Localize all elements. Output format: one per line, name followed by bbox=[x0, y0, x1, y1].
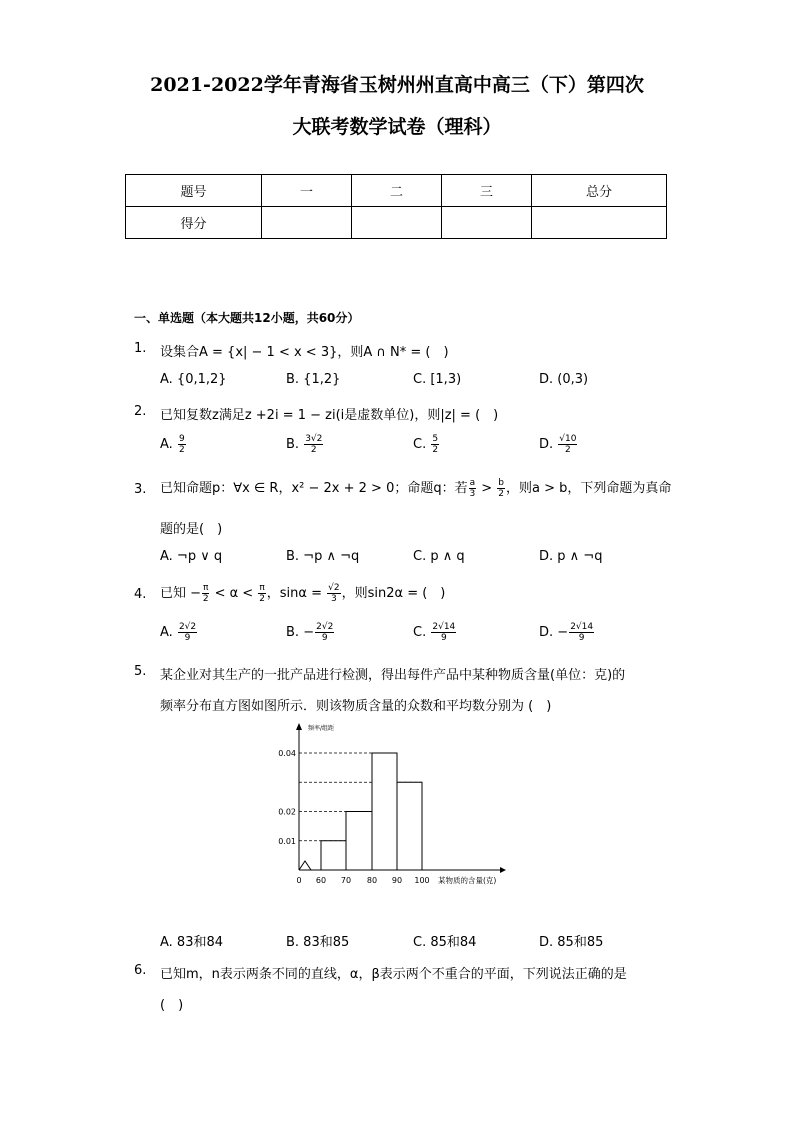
denominator: 2 bbox=[310, 445, 317, 455]
numerator: 3√2 bbox=[305, 434, 323, 444]
y-tick-label: 0.04 bbox=[278, 749, 296, 758]
y-tick-label: 0.02 bbox=[278, 807, 296, 817]
title-line-2: 大联考数学试卷（理科） bbox=[292, 116, 502, 138]
q1-option-a: A. {0,1,2} bbox=[160, 372, 227, 387]
option-fraction bbox=[178, 434, 186, 455]
question-5-text-cont: 频率分布直方图如图所示．则该物质含量的众数和平均数分别为 ( ) bbox=[160, 699, 552, 714]
option-fraction bbox=[315, 622, 334, 643]
score-cell bbox=[532, 207, 667, 239]
question-number: 2. bbox=[134, 404, 147, 419]
fraction-pi-2 bbox=[258, 583, 265, 604]
q3-text-a: 已知命题p：∀x ∈ R，x² − 2x + 2 > 0；命题q：若 bbox=[160, 481, 468, 496]
x-tick-label: 70 bbox=[340, 876, 352, 885]
denominator: 3 bbox=[330, 594, 337, 604]
numerator: π bbox=[259, 583, 265, 593]
histogram-bar-60-70 bbox=[321, 841, 346, 870]
histogram-bar-90-100 bbox=[397, 782, 422, 870]
gt-sign: > bbox=[477, 481, 497, 496]
option-letter: B. bbox=[286, 625, 300, 640]
histogram-bar-70-80 bbox=[346, 812, 372, 871]
q2-option-d bbox=[539, 434, 578, 455]
denominator: 9 bbox=[578, 633, 585, 643]
option-fraction bbox=[569, 622, 594, 643]
numerator: b bbox=[498, 478, 505, 488]
option-letter: D. bbox=[539, 625, 554, 640]
denominator: 2 bbox=[259, 594, 265, 604]
x-axis-label: 某物质的含量(克) bbox=[438, 876, 497, 885]
x-axis-arrow bbox=[500, 867, 506, 873]
score-header-4: 总分 bbox=[532, 175, 667, 207]
numerator: 2√14 bbox=[432, 622, 456, 632]
x-tick-label: 100 bbox=[414, 876, 430, 885]
numerator: 2√14 bbox=[570, 622, 594, 632]
x-tick-label: 80 bbox=[366, 876, 378, 885]
q4-option-a bbox=[160, 622, 198, 643]
q2-option-a bbox=[160, 434, 187, 455]
question-number: 6. bbox=[134, 963, 147, 978]
question-4-text bbox=[160, 582, 445, 604]
score-cell bbox=[352, 207, 442, 239]
fraction-sqrt2-3 bbox=[327, 583, 340, 604]
question-3-text-cont: 题的是( ) bbox=[160, 522, 223, 537]
q4-option-c bbox=[413, 622, 457, 643]
score-header-1: 一 bbox=[262, 175, 352, 207]
q5-option-b: B. 83和85 bbox=[286, 935, 350, 950]
question-6-text: 已知m，n表示两条不同的直线，α，β表示两个不重合的平面，下列说法正确的是 bbox=[160, 967, 627, 982]
q5-option-a: A. 83和84 bbox=[160, 935, 224, 950]
denominator: 9 bbox=[440, 633, 447, 643]
option-fraction bbox=[431, 434, 439, 455]
q5-option-d: D. 85和85 bbox=[539, 935, 604, 950]
q2-option-c bbox=[413, 434, 440, 455]
x-tick-label: 90 bbox=[391, 876, 403, 885]
denominator: 2 bbox=[202, 594, 209, 604]
q3-option-b: B. ¬p ∧ ¬q bbox=[286, 549, 360, 564]
q1-option-d: D. (0,3) bbox=[539, 372, 589, 387]
q1-option-b: B. {1,2} bbox=[286, 372, 341, 387]
x-tick-label: 60 bbox=[315, 876, 327, 885]
denominator: 2 bbox=[432, 445, 439, 455]
denominator: 3 bbox=[469, 489, 476, 499]
option-fraction bbox=[178, 622, 197, 643]
fraction-a-3 bbox=[469, 478, 477, 499]
q4-option-d bbox=[539, 622, 595, 643]
numerator: 2√2 bbox=[316, 622, 334, 632]
question-3-text bbox=[160, 477, 671, 499]
option-fraction bbox=[304, 434, 323, 455]
question-1-text: 设集合A = {x| − 1 < x < 3}，则A ∩ N* = ( ) bbox=[160, 345, 449, 360]
q2-option-b bbox=[286, 434, 324, 455]
question-5-text: 某企业对其生产的一批产品进行检测，得出每件产品中某种物质含量(单位：克)的 bbox=[160, 668, 626, 683]
option-letter: D. bbox=[539, 437, 554, 452]
denominator: 9 bbox=[184, 633, 191, 643]
y-axis-arrow bbox=[296, 723, 302, 730]
denominator: 2 bbox=[565, 445, 571, 455]
numerator: √10 bbox=[559, 434, 577, 444]
y-axis-label: 频率/组距 bbox=[308, 725, 335, 732]
histogram-chart bbox=[280, 720, 520, 890]
axis-break bbox=[299, 861, 311, 870]
minus-sign: − bbox=[557, 625, 569, 640]
option-letter: B. bbox=[286, 437, 300, 452]
fraction-b-2 bbox=[497, 478, 505, 499]
q4-text: ，则sin2α = ( ) bbox=[341, 586, 446, 601]
option-letter: C. bbox=[413, 625, 427, 640]
fraction-pi-2 bbox=[202, 583, 209, 604]
numerator: a bbox=[469, 478, 476, 488]
numerator: 9 bbox=[178, 434, 185, 444]
numerator: 5 bbox=[432, 434, 439, 444]
minus-sign: − bbox=[303, 625, 315, 640]
question-number: 1. bbox=[134, 341, 147, 356]
q4-option-b bbox=[286, 622, 335, 643]
question-2-text: 已知复数z满足z +2i = 1 − zi(i是虚数单位)，则|z| = ( ) bbox=[160, 408, 499, 423]
score-header-2: 二 bbox=[352, 175, 442, 207]
option-letter: C. bbox=[413, 437, 427, 452]
option-letter: A. bbox=[160, 625, 173, 640]
q4-text: 已知 − bbox=[160, 586, 202, 601]
score-cell bbox=[442, 207, 532, 239]
numerator: 2√2 bbox=[178, 622, 197, 632]
q4-text: < α < bbox=[210, 586, 258, 601]
q3-option-a: A. ¬p ∨ q bbox=[160, 549, 223, 564]
question-number: 4. bbox=[134, 587, 147, 602]
score-header-0: 题号 bbox=[126, 175, 262, 207]
question-number: 3. bbox=[134, 482, 147, 497]
score-cell bbox=[262, 207, 352, 239]
numerator: π bbox=[203, 583, 209, 593]
q3-text-b: ，则a > b，下列命题为真命 bbox=[506, 481, 672, 496]
option-fraction bbox=[558, 434, 577, 455]
score-row-label: 得分 bbox=[126, 207, 262, 239]
question-6-text-cont: ( ) bbox=[160, 998, 184, 1013]
denominator: 2 bbox=[178, 445, 185, 455]
q3-option-d: D. p ∧ ¬q bbox=[539, 549, 603, 564]
denominator: 2 bbox=[498, 489, 505, 499]
q5-option-c: C. 85和84 bbox=[413, 935, 477, 950]
option-letter: A. bbox=[160, 437, 173, 452]
score-header-3: 三 bbox=[442, 175, 532, 207]
q3-option-c: C. p ∧ q bbox=[413, 549, 465, 564]
q4-text: ，sinα = bbox=[266, 586, 327, 601]
histogram-bar-80-90 bbox=[372, 753, 397, 870]
denominator: 9 bbox=[321, 633, 328, 643]
title-line-1: 2021-2022学年青海省玉树州州直高中高三（下）第四次 bbox=[150, 74, 644, 96]
option-fraction bbox=[431, 622, 456, 643]
section-heading: 一、单选题（本大题共12小题，共60分） bbox=[134, 311, 360, 325]
numerator: √2 bbox=[328, 583, 340, 593]
q1-option-c: C. [1,3) bbox=[413, 372, 462, 387]
y-tick-label: 0.01 bbox=[278, 836, 296, 846]
question-number: 5. bbox=[134, 664, 147, 679]
x-tick-label: 0 bbox=[296, 876, 302, 885]
score-table bbox=[125, 174, 667, 239]
